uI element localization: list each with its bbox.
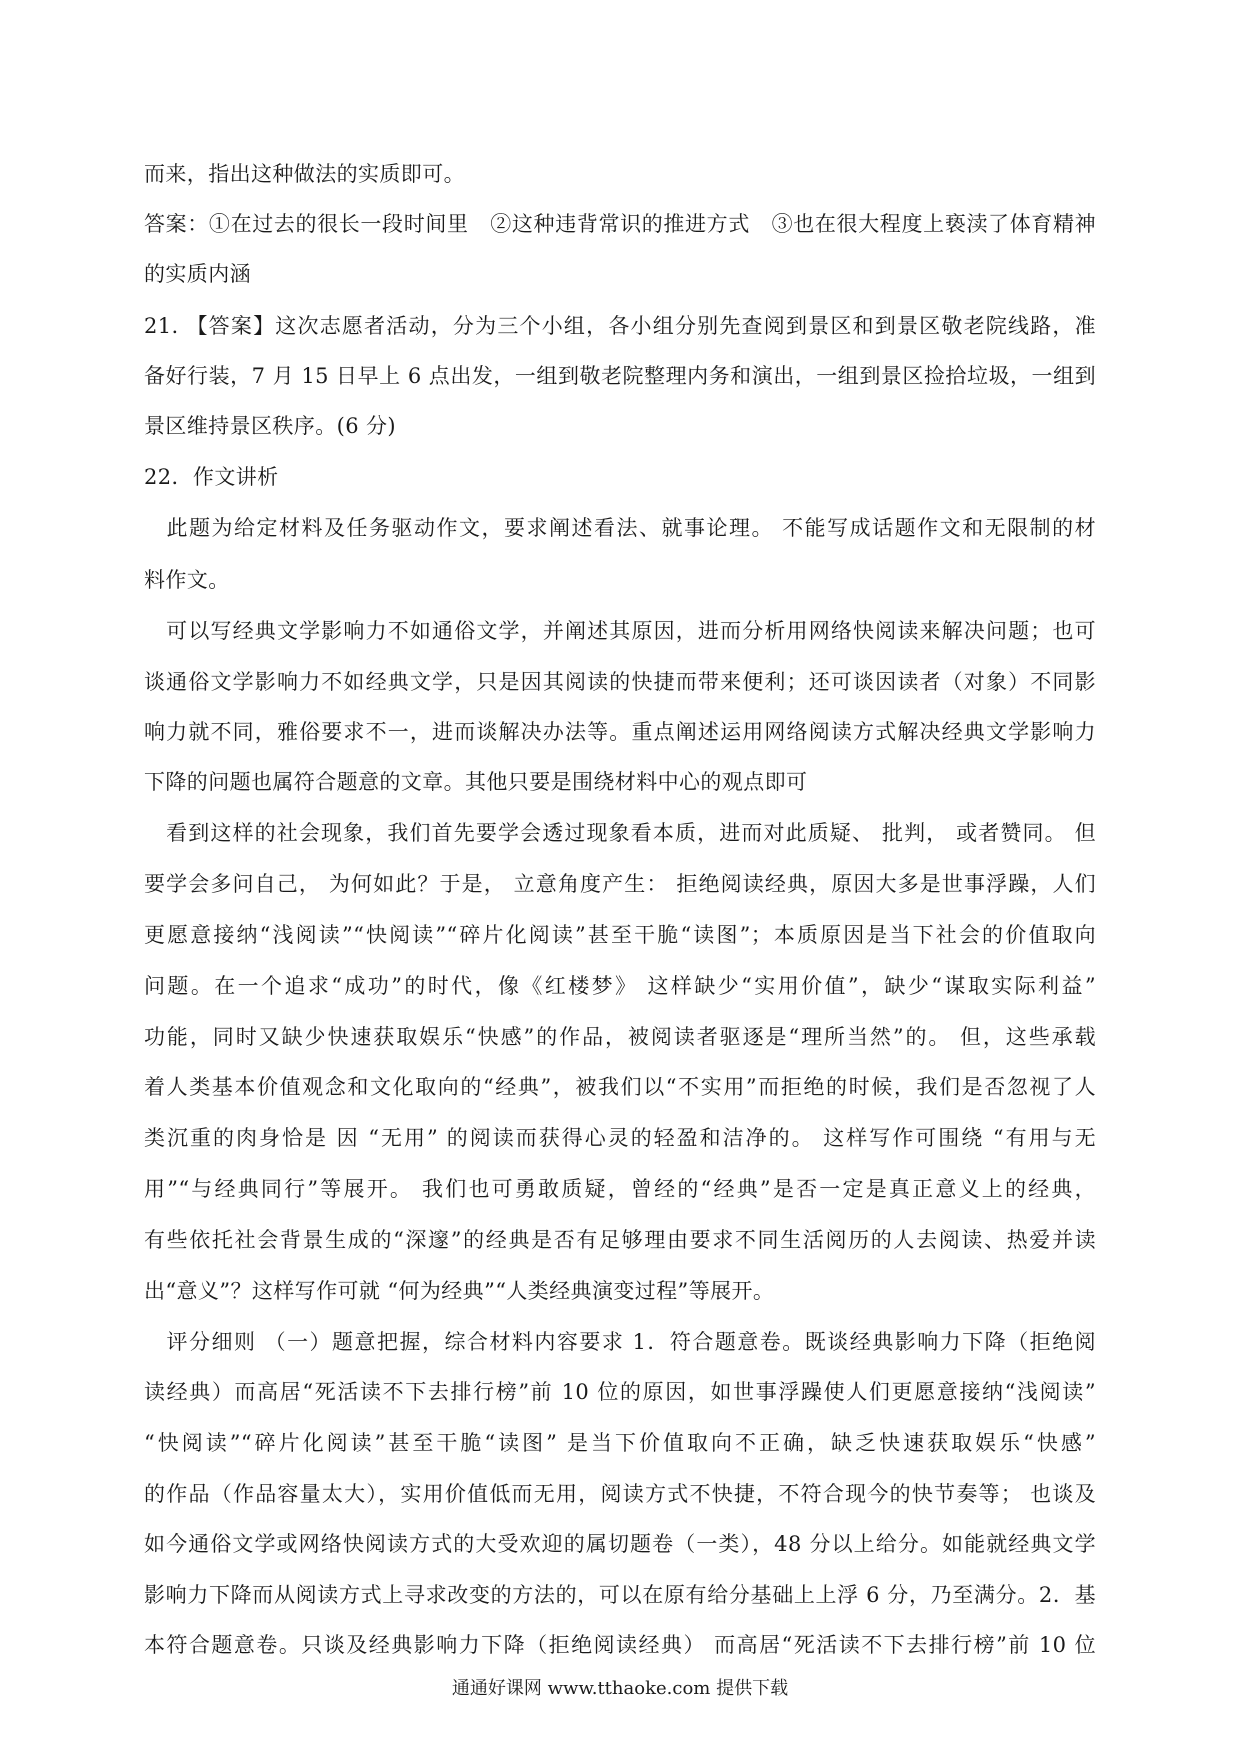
text-line: 影响力下降而从阅读方式上寻求改变的方法的，可以在原有给分基础上上浮 6 分，乃至满分。2．基 bbox=[144, 1583, 1096, 1607]
text-line: 问题。在一个追求“成功”的时代，像《红楼梦》 这样缺少“实用价值”，缺少“谋取实际利益” bbox=[144, 974, 1096, 998]
text-line: 21. 【答案】这次志愿者活动，分为三个小组，各小组分别先查阅到景区和到景区敬老院线路，准 bbox=[144, 314, 1096, 338]
text-line: 要学会多问自己， 为何如此？于是， 立意角度产生： 拒绝阅读经典，原因大多是世事浮躁，人们 bbox=[144, 872, 1096, 896]
text-line: 的作品（作品容量太大），实用价值低而无用，阅读方式不快捷，不符合现今的快节奏等； 也谈及 bbox=[144, 1482, 1096, 1506]
text-line: 备好行装，7 月 15 日早上 6 点出发，一组到敬老院整理内务和演出，一组到景区捡拾垃圾，一组到 bbox=[144, 364, 1096, 388]
text-line: 有些依托社会背景生成的“深邃”的经典是否有足够理由要求不同生活阅历的人去阅读、热爱并读 bbox=[144, 1228, 1096, 1252]
text-line: 响力就不同，雅俗要求不一，进而谈解决办法等。重点阐述运用网络阅读方式解决经典文学影响力 bbox=[144, 720, 1096, 744]
text-line: 看到这样的社会现象，我们首先要学会透过现象看本质，进而对此质疑、 批判， 或者赞同。 但 bbox=[144, 821, 1096, 845]
text-line: 更愿意接纳“浅阅读”“快阅读”“碎片化阅读”甚至干脆“读图”；本质原因是当下社会的价值取向 bbox=[144, 923, 1096, 947]
text-line: 下降的问题也属符合题意的文章。其他只要是围绕材料中心的观点即可 bbox=[144, 770, 808, 794]
text-line: 用”“与经典同行”等展开。 我们也可勇敢质疑，曾经的“经典”是否一定是真正意义上的经典， bbox=[144, 1177, 1096, 1201]
text-line: 读经典）而高居“死活读不下去排行榜”前 10 位的原因，如世事浮躁使人们更愿意接纳“浅阅读” bbox=[144, 1380, 1096, 1404]
page-footer: 通通好课网 www.tthaoke.com 提供下载 bbox=[451, 1678, 789, 1699]
text-line: “快阅读”“碎片化阅读”甚至干脆“读图” 是当下价值取向不正确，缺乏快速获取娱乐“快感” bbox=[144, 1431, 1096, 1455]
text-line: 本符合题意卷。只谈及经典影响力下降（拒绝阅读经典） 而高居“死活读不下去排行榜”前 10 位 bbox=[144, 1633, 1096, 1657]
text-line: 着人类基本价值观念和文化取向的“经典”，被我们以“不实用”而拒绝的时候，我们是否忽视了人 bbox=[144, 1075, 1096, 1099]
text-line: 料作文。 bbox=[144, 568, 230, 592]
text-line: 评分细则 （一）题意把握，综合材料内容要求 1．符合题意卷。既谈经典影响力下降（拒绝阅 bbox=[144, 1330, 1096, 1354]
text-line: 的实质内涵 bbox=[144, 262, 251, 286]
section-heading: 22．作文讲析 bbox=[144, 465, 279, 489]
text-line: 景区维持景区秩序。(6 分) bbox=[144, 414, 397, 438]
text-line: 谈通俗文学影响力不如经典文学，只是因其阅读的快捷而带来便利；还可谈因读者（对象）不同影 bbox=[144, 670, 1096, 694]
text-line: 出“意义”？这样写作可就 “何为经典”“人类经典演变过程”等展开。 bbox=[144, 1279, 775, 1303]
text-line: 答案：①在过去的很长一段时间里 ②这种违背常识的推进方式 ③也在很大程度上亵渎了体育精神 bbox=[144, 212, 1096, 236]
text-line: 此题为给定材料及任务驱动作文，要求阐述看法、就事论理。 不能写成话题作文和无限制的材 bbox=[144, 516, 1096, 540]
text-line: 类沉重的肉身恰是 因 “无用” 的阅读而获得心灵的轻盈和洁净的。 这样写作可围绕 “有用与无 bbox=[144, 1126, 1096, 1150]
text-line: 功能，同时又缺少快速获取娱乐“快感”的作品，被阅读者驱逐是“理所当然”的。 但，这些承载 bbox=[144, 1025, 1096, 1049]
text-line: 如今通俗文学或网络快阅读方式的大受欢迎的属切题卷（一类），48 分以上给分。如能就经典文学 bbox=[144, 1532, 1096, 1556]
text-line: 可以写经典文学影响力不如通俗文学，并阐述其原因，进而分析用网络快阅读来解决问题；也可 bbox=[144, 619, 1096, 643]
text-line: 而来，指出这种做法的实质即可。 bbox=[144, 162, 465, 186]
